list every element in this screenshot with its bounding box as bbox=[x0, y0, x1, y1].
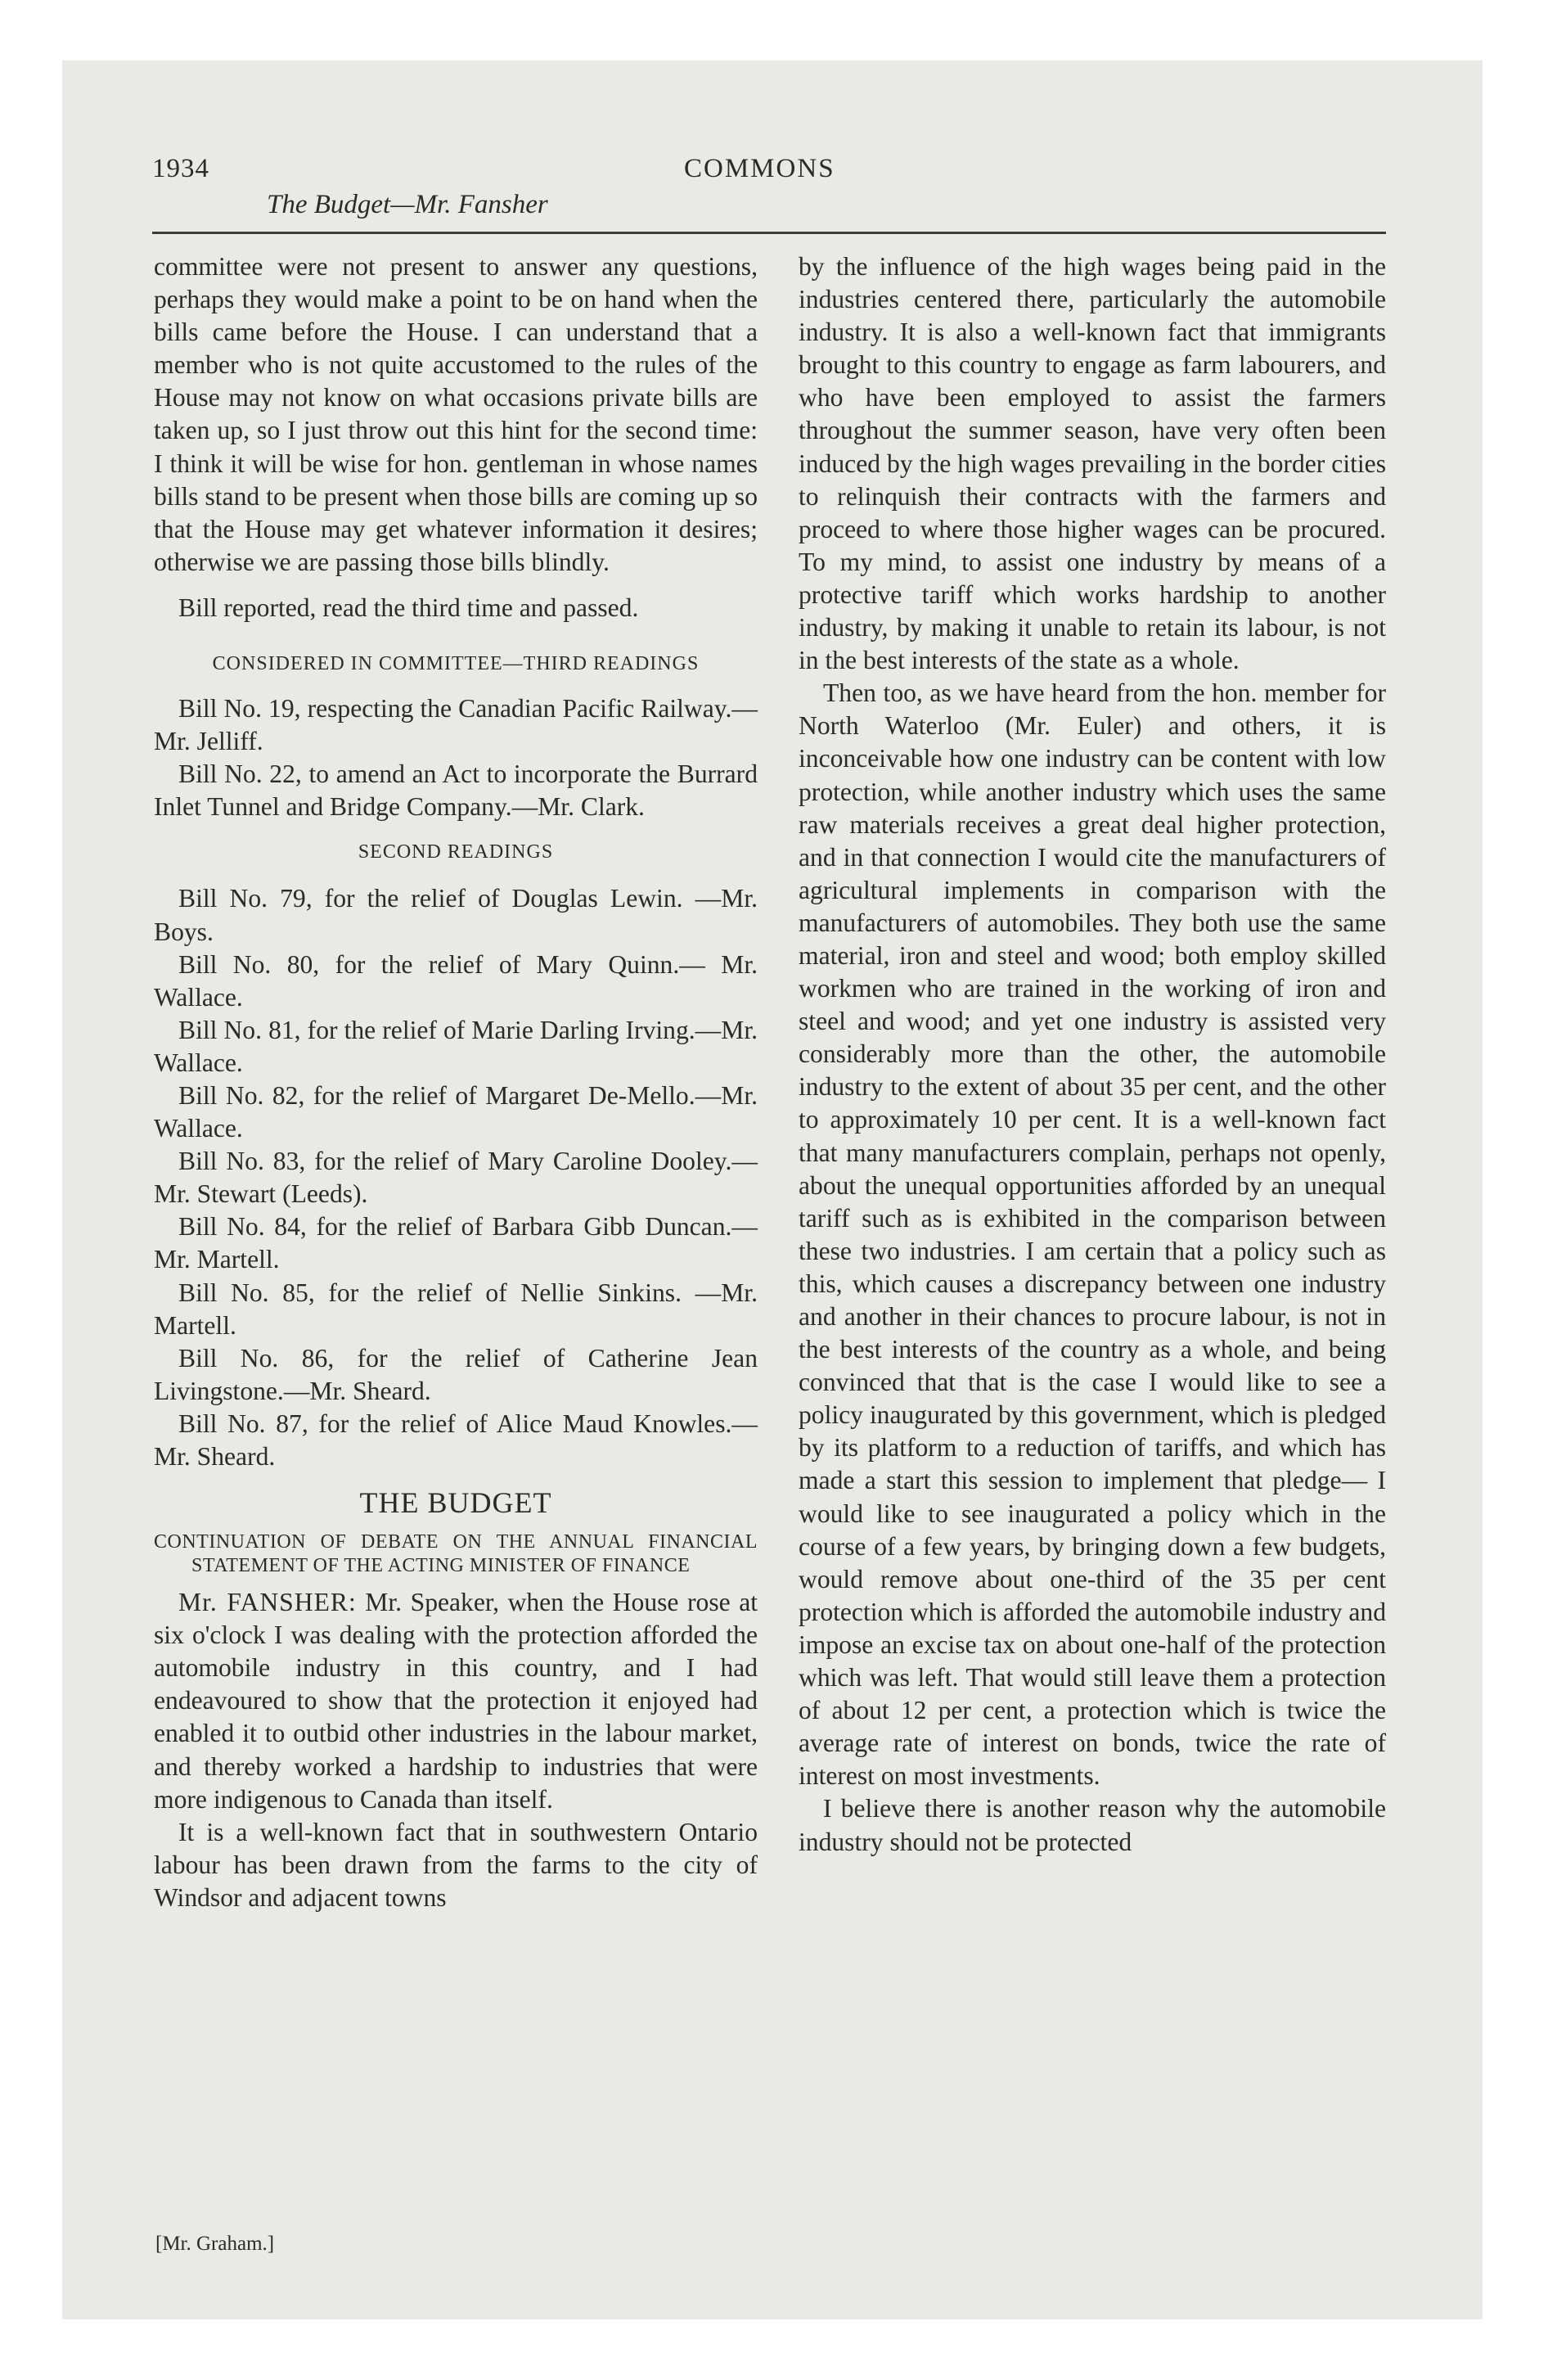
speech-paragraph bbox=[154, 1586, 758, 1816]
bill-entry: Bill No. 81, for the relief of Marie Darling Irving.—Mr. Wallace. bbox=[154, 1015, 758, 1077]
bill-entry: Bill No. 83, for the relief of Mary Caroline Dooley.—Mr. Stewart (Leeds). bbox=[154, 1147, 758, 1209]
bill-entry: Bill No. 87, for the relief of Alice Maud Knowles.—Mr. Sheard. bbox=[154, 1409, 758, 1471]
speaker-name: Mr. FANSHER: bbox=[178, 1588, 357, 1617]
running-head: COMMONS bbox=[684, 154, 835, 183]
section-subtitle: The Budget—Mr. Fansher bbox=[267, 190, 548, 219]
left-column bbox=[154, 250, 758, 1914]
page-sheet bbox=[62, 61, 1483, 2319]
bill-entry: Bill No. 22, to amend an Act to incorporate the Burrard Inlet Tunnel and Bridge Company.—Mr. Clark. bbox=[154, 760, 758, 822]
page-header bbox=[62, 61, 1483, 241]
bill-entry: Bill No. 82, for the relief of Margaret De-Mello.—Mr. Wallace. bbox=[154, 1080, 758, 1143]
paragraph: Then too, as we have heard from the hon. member for North Waterloo (Mr. Euler) and others, it is inconceivable how one industry can be content with low protection, while another industry which uses the same raw materials receives a great deal higher protection, and in that connection I would cite the manufacturers of agricultural implements in comparison with the manufacturers of automobiles. They both use the same material, iron and steel and wood; both employ skilled workmen who are trained in the working of iron and steel and wood; and yet one industry is assisted very considerably more than the other, the automobile industry to the extent of about 35 per cent, and the other to approximately 10 per cent. It is a well-known fact that many manufacturers complain, perhaps not openly, about the unequal opportunities afforded by an unequal tariff such as is exhibited in the comparison between these two industries. I am certain that a policy such as this, which causes a discrepancy between one industry and another in their chances to procure labour, is not in the best interests of the country as a whole, and being convinced that that is the case I would like to see a policy inaugurated by this government, which is pledged by its platform to a reduction of tariffs, and which has made a start this session to implement that pledge— I would like to see inaugurated a policy which in the course of a few years, by bringing down a few budgets, would remove about one-third of the 35 per cent protection which is afforded the automobile industry and impose an excise tax on about one-half of the protection which was left. That would still leave them a protection of about 12 per cent, a protection which is twice the average rate of interest on bonds, twice the rate of interest on most investments. bbox=[799, 678, 1387, 1791]
section-heading: SECOND READINGS bbox=[358, 841, 554, 863]
bill-entry: Bill No. 19, respecting the Canadian Pacific Railway.—Mr. Jelliff. bbox=[154, 694, 758, 756]
paragraph: committee were not present to answer any questions, perhaps they would make a point to be on hand when the bills came before the House. I can understand that a member who is not quite accustomed to the rules of the House may not know on what occasions private bills are taken up, so I just throw out this hint for the second time: I think it will be wise for hon. gentleman in whose names bills stand to be present when those bills are coming up so that the House may get whatever information it desires; otherwise we are passing those bills blindly. bbox=[154, 252, 758, 576]
header-rule bbox=[152, 232, 1386, 234]
bill-entry: Bill No. 84, for the relief of Barbara Gibb Duncan.—Mr. Martell. bbox=[154, 1212, 758, 1274]
paragraph: I believe there is another reason why the automobile industry should not be protected bbox=[799, 1794, 1386, 1856]
bill-entry: Bill No. 85, for the relief of Nellie Sinkins. —Mr. Martell. bbox=[154, 1278, 758, 1340]
page-number: 1934 bbox=[152, 154, 209, 183]
bill-entry: Bill No. 79, for the relief of Douglas Lewin. —Mr. Boys. bbox=[154, 884, 758, 946]
section-heading: CONSIDERED IN COMMITTEE—THIRD READINGS bbox=[212, 653, 700, 675]
paragraph: Bill reported, read the third time and passed. bbox=[178, 593, 639, 622]
paragraph: It is a well-known fact that in southwestern Ontario labour has been drawn from the farms to the city of Windsor and adjacent towns bbox=[154, 1817, 758, 1912]
bill-entry: Bill No. 86, for the relief of Catherine Jean Livingstone.—Mr. Sheard. bbox=[154, 1343, 758, 1405]
bill-entry: Bill No. 80, for the relief of Mary Quinn.— Mr. Wallace. bbox=[154, 949, 758, 1012]
footer-note: [Mr. Graham.] bbox=[155, 2233, 275, 2255]
paragraph: by the influence of the high wages being paid in the industries centered there, particularly the automobile industry. It is also a well-known fact that immigrants brought to this country to engage as farm labourers, and who have been employed to assist the farmers throughout the summer season, have very often been induced by the high wages prevailing in the border cities to relinquish their contracts with the farmers and proceed to where those higher wages can be procured. To my mind, to assist one industry by means of a protective tariff which works hardship to another industry, by making it unable to retain its labour, is not in the best interests of the state as a whole. bbox=[799, 252, 1386, 675]
budget-heading: THE BUDGET bbox=[359, 1486, 552, 1520]
speech-text: Mr. Speaker, when the House rose at six o'clock I was dealing with the protection afforded the automobile industry in this country, and I had endeavoured to show that the protection it enjoyed had enabled it to outbid other industries in the labour market, and thereby worked a hardship to industries that were more indigenous to Canada than itself. bbox=[154, 1588, 758, 1814]
right-column bbox=[799, 250, 1386, 1859]
debate-subheading: CONTINUATION OF DEBATE ON THE ANNUAL FINANCIAL STATEMENT OF THE ACTING MINISTER OF FINANCE bbox=[154, 1531, 758, 1577]
